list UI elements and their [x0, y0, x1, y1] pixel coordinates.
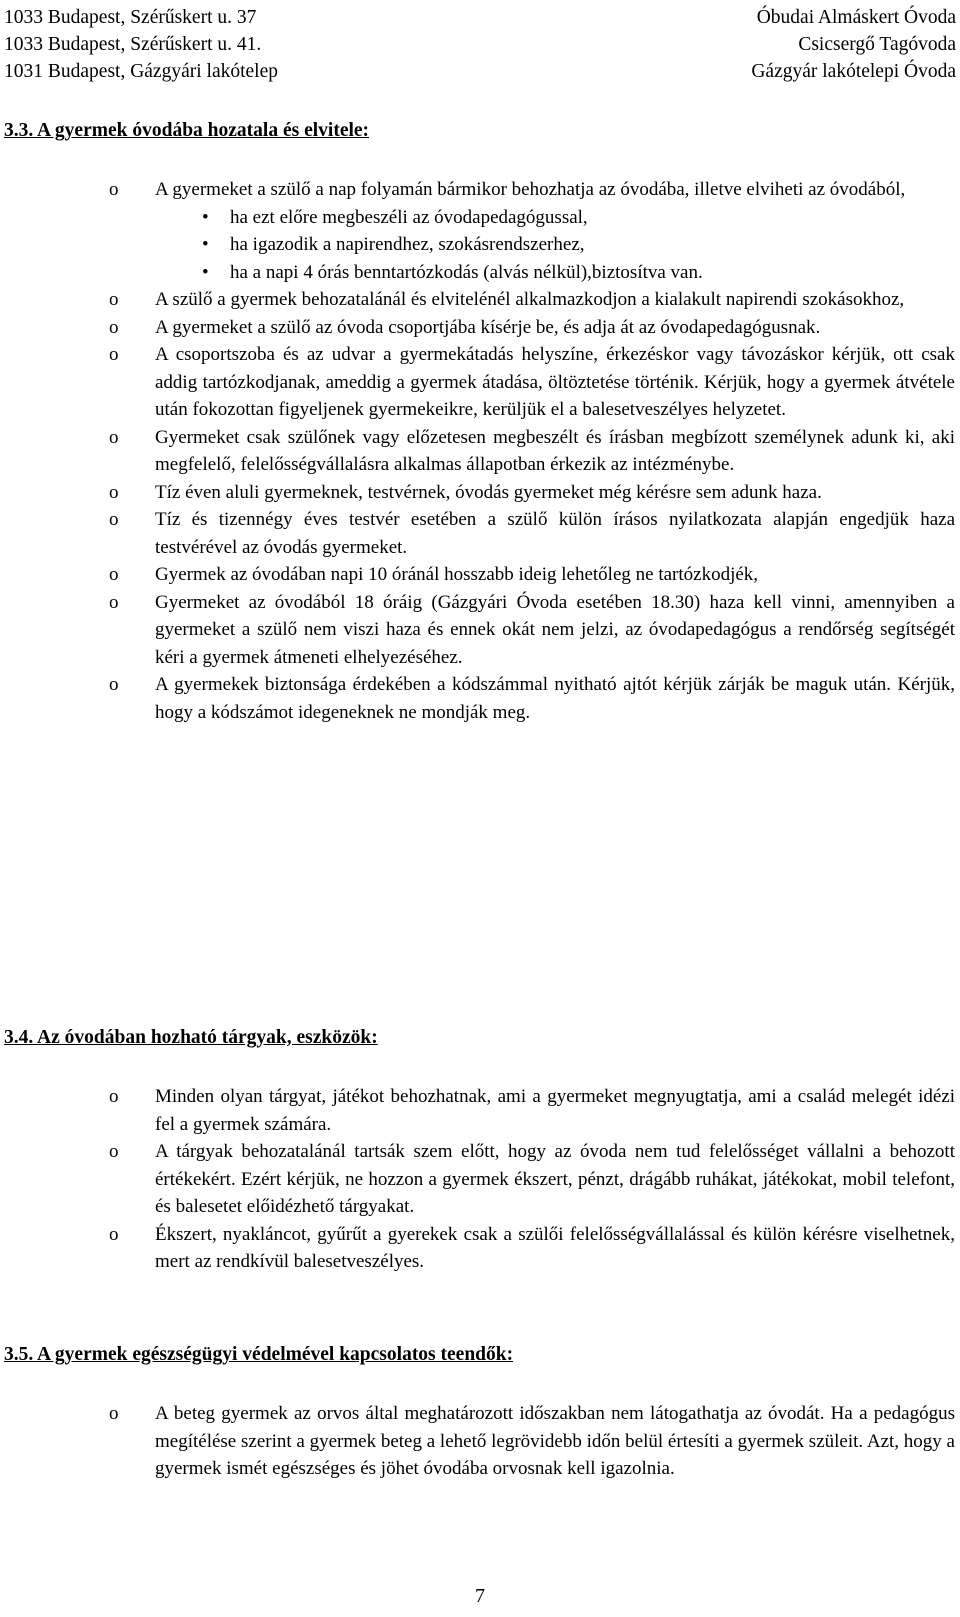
- list-item: [0, 176, 955, 286]
- list-item-text: A tárgyak behozatalánál tartsák szem előtt, hogy az óvoda nem tud felelősséget vállalni a behozott értékekért. Ezért kérjük, ne hozzon a gyermek ékszert, pénzt, drágább ruhákat, játékokat, mobil telefont, és balesetet előidézhető tárgyakat.: [155, 1141, 955, 1217]
- header-institution: Gázgyár lakótelepi Óvoda: [751, 61, 956, 82]
- list-marker: o: [109, 1403, 119, 1424]
- list-marker: o: [109, 1141, 119, 1162]
- list-item: [0, 424, 955, 479]
- list-marker: o: [109, 1086, 119, 1107]
- list-item-text: Gyermeket az óvodából 18 óráig (Gázgyári Óvoda esetében 18.30) haza kell vinni, amennyiben a gyermeket a szülő nem viszi haza és ennek okát nem jelzi, az óvodapedagógus a rendőrség segítségét kéri a gyermek átmeneti elhelyezéséhez.: [155, 591, 955, 668]
- sublist-item: [202, 231, 955, 259]
- list-item: [0, 341, 955, 424]
- section-3-3-list: [0, 176, 955, 726]
- list-item-text: A gyermekek biztonsága érdekében a kódszámmal nyitható ajtót kérjük zárják be maguk után. Kérjük, hogy a kódszámot idegeneknek ne mondják meg.: [155, 674, 955, 723]
- list-item-text: A gyermeket a szülő az óvoda csoportjába kísérje be, és adja át az óvodapedagógusnak.: [155, 316, 821, 338]
- list-item: [0, 1138, 955, 1221]
- header-row: [4, 58, 956, 85]
- list-item-text: Ékszert, nyakláncot, gyűrűt a gyerekek csak a szülői felelősségvállalással és külön kérésre viselhetnek, mert az rendkívül balesetveszélyes.: [155, 1223, 955, 1272]
- list-item: [0, 1400, 955, 1483]
- sublist: [155, 204, 955, 287]
- list-marker: o: [109, 426, 119, 448]
- list-item-text: Gyermeket csak szülőnek vagy előzetesen megbeszélt és írásban megbízott személynek adunk ki, aki megfelelő, felelősségvállalásra alkalmas állapotban érkezik az intézménybe.: [155, 426, 955, 475]
- header-address: 1031 Budapest, Gázgyári lakótelep: [4, 61, 278, 82]
- list-item: [0, 1083, 955, 1138]
- list-marker: o: [109, 509, 119, 530]
- header-institution: Csicsergő Tagóvoda: [798, 34, 956, 55]
- list-item-text: A gyermeket a szülő a nap folyamán bármikor behozhatja az óvodába, illetve elviheti az óvodából,: [155, 179, 906, 200]
- sublist-item: [202, 204, 955, 232]
- header-address: 1033 Budapest, Szérűskert u. 41.: [4, 34, 262, 55]
- list-marker: o: [109, 289, 119, 310]
- list-item: [0, 286, 955, 314]
- list-marker: o: [109, 179, 119, 200]
- list-item-text: Gyermek az óvodában napi 10 óránál hosszabb ideig lehetőleg ne tartózkodjék,: [155, 564, 759, 585]
- list-item: [0, 506, 955, 561]
- list-item-text: Tíz és tizennégy éves testvér esetében a szülő külön írásos nyilatkozata alapján engedjük haza testvérével az óvodás gyermeket.: [155, 509, 955, 558]
- list-item: [0, 314, 955, 342]
- list-marker: o: [109, 316, 119, 338]
- list-marker: o: [109, 481, 119, 503]
- list-item-text: A szülő a gyermek behozatalánál és elvitelénél alkalmazkodjon a kialakult napirendi szokásokhoz,: [155, 289, 905, 310]
- list-item-text: Tíz éven aluli gyermeknek, testvérnek, óvodás gyermeket még kérésre sem adunk haza.: [155, 481, 822, 503]
- bullet-icon: •: [202, 261, 209, 283]
- list-item: [0, 479, 955, 507]
- list-marker: o: [109, 564, 119, 585]
- section-3-5-list: [0, 1400, 955, 1483]
- page-header: [4, 4, 956, 85]
- sublist-item-text: ha a napi 4 órás benntartózkodás (alvás nélkül),biztosítva van.: [230, 261, 703, 283]
- section-3-4-list: [0, 1083, 955, 1276]
- list-item-text: A beteg gyermek az orvos által meghatározott időszakban nem látogathatja az óvodát. Ha a pedagógus megítélése szerint a gyermek beteg a lehető legrövidebb időn belül értesíti a gyermek szüleit. Azt, hogy a gyermek ismét egészséges és jöhet óvodába orvosnak kell igazolnia.: [155, 1403, 955, 1479]
- list-item: [0, 561, 955, 589]
- header-row: [4, 31, 956, 58]
- sublist-item-text: ha ezt előre megbeszéli az óvodapedagógussal,: [230, 206, 588, 228]
- list-marker: o: [109, 674, 119, 695]
- section-3-5-title: 3.5. A gyermek egészségügyi védelmével kapcsolatos teendők:: [4, 1344, 514, 1365]
- sublist-item-text: ha igazodik a napirendhez, szokásrendszerhez,: [230, 234, 585, 255]
- list-marker: o: [109, 344, 119, 365]
- section-3-3-title: 3.3. A gyermek óvodába hozatala és elvitele:: [4, 120, 370, 141]
- header-row: [4, 4, 956, 31]
- list-item: [0, 671, 955, 726]
- section-3-4-title: 3.4. Az óvodában hozható tárgyak, eszközök:: [4, 1027, 378, 1048]
- sublist-item: [202, 259, 955, 287]
- list-marker: o: [109, 1223, 119, 1245]
- list-item: [0, 1221, 955, 1276]
- list-item: [0, 589, 955, 672]
- header-address: 1033 Budapest, Szérűskert u. 37: [4, 7, 257, 28]
- list-marker: o: [109, 591, 119, 613]
- bullet-icon: •: [202, 234, 209, 255]
- page-number: 7: [475, 1585, 485, 1607]
- list-item-text: A csoportszoba és az udvar a gyermekátadás helyszíne, érkezéskor vagy távozáskor kérjük, ott csak addig tartózkodjanak, ameddig a gyermek átadása, öltöztetése történik. Kérjük, hogy a gyermek átvétele után fokozottan figyeljenek gyermekeikre, kerüljük el a balesetveszélyes helyzetet.: [155, 344, 955, 420]
- header-institution: Óbudai Almáskert Óvoda: [756, 7, 956, 28]
- list-item-text: Minden olyan tárgyat, játékot behozhatnak, ami a gyermeket megnyugtatja, ami a család melegét idézi fel a gyermek számára.: [155, 1086, 955, 1135]
- bullet-icon: •: [202, 206, 209, 228]
